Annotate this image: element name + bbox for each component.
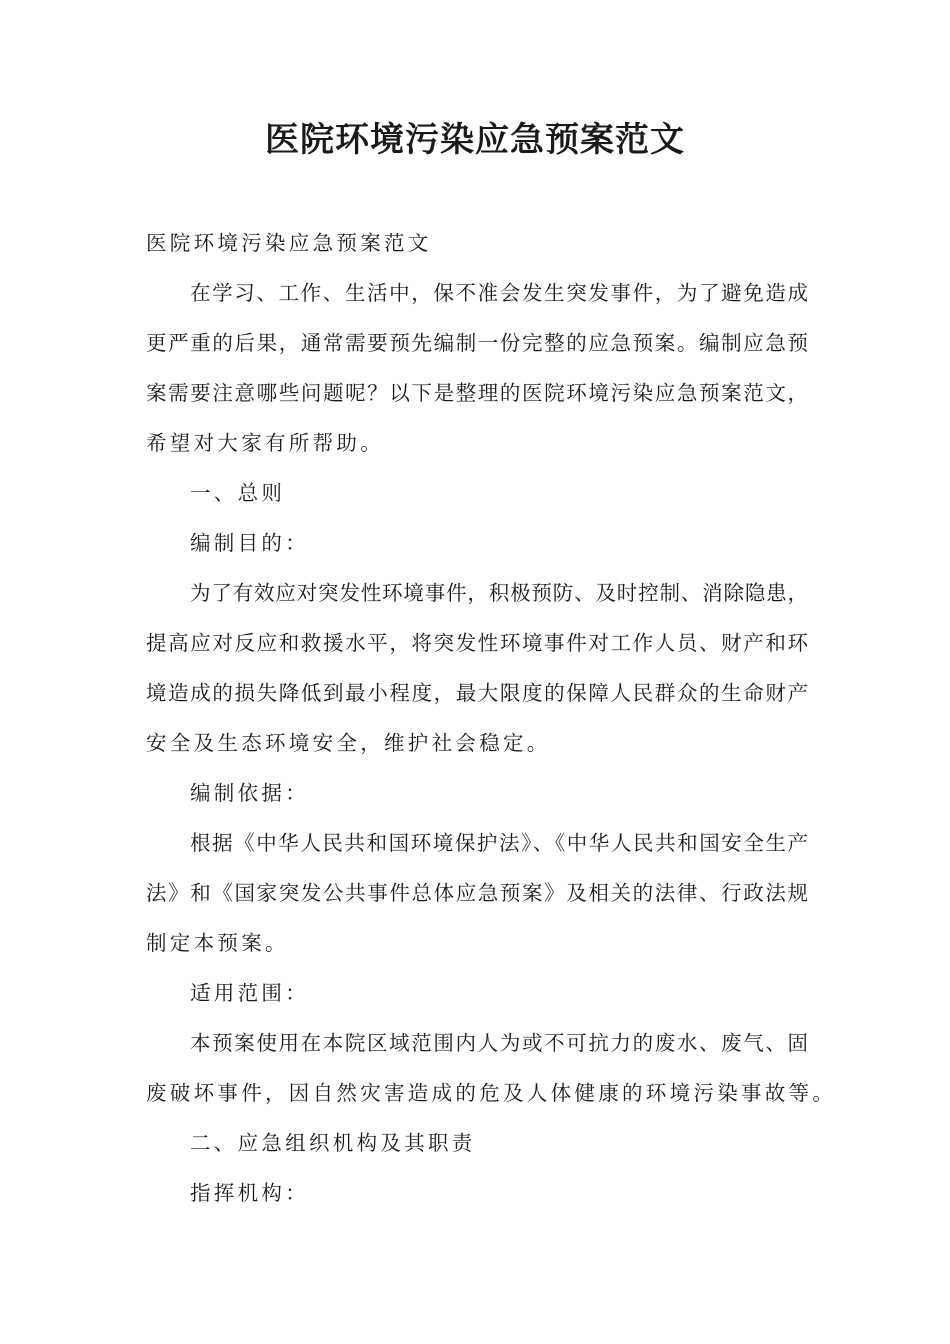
basis-line-2: 法》和《国家突发公共事件总体应急预案》及相关的法律、行政法规 (146, 881, 808, 905)
purpose-line-3: 境造成的损失降低到最小程度，最大限度的保障人民群众的生命财产 (146, 681, 808, 705)
scope-heading: 适用范围： (190, 981, 309, 1005)
purpose-line-1: 为了有效应对突发性环境事件，积极预防、及时控制、消除隐患， (190, 581, 808, 605)
basis-line-1: 根据《中华人民共和国环境保护法》、《中华人民共和国安全生产 (190, 831, 808, 855)
section-heading-general: 一、总则 (190, 481, 286, 505)
purpose-heading: 编制目的： (190, 531, 309, 555)
section-heading-organization: 二、应急组织机构及其职责 (190, 1131, 476, 1155)
basis-line-3: 制定本预案。 (146, 931, 289, 955)
document-title: 医院环境污染应急预案范文 (265, 120, 685, 160)
basis-heading: 编制依据： (190, 781, 309, 805)
intro-line-2: 更严重的后果，通常需要预先编制一份完整的应急预案。编制应急预 (146, 331, 808, 355)
scope-line-1: 本预案使用在本院区域范围内人为或不可抗力的废水、废气、固 (190, 1031, 808, 1055)
scope-line-2: 废破坏事件，因自然灾害造成的危及人体健康的环境污染事故等。 (146, 1081, 837, 1105)
intro-line-1: 在学习、工作、生活中，保不准会发生突发事件，为了避免造成 (190, 281, 808, 305)
document-body (146, 218, 837, 1218)
command-heading: 指挥机构： (190, 1181, 309, 1205)
intro-line-4: 希望对大家有所帮助。 (146, 431, 384, 455)
intro-line-3: 案需要注意哪些问题呢？以下是整理的医院环境污染应急预案范文， (146, 381, 808, 405)
purpose-line-2: 提高应对反应和救援水平，将突发性环境事件对工作人员、财产和环 (146, 631, 808, 655)
purpose-line-4: 安全及生态环境安全，维护社会稳定。 (146, 731, 551, 755)
document-subtitle: 医院环境污染应急预案范文 (146, 231, 432, 255)
